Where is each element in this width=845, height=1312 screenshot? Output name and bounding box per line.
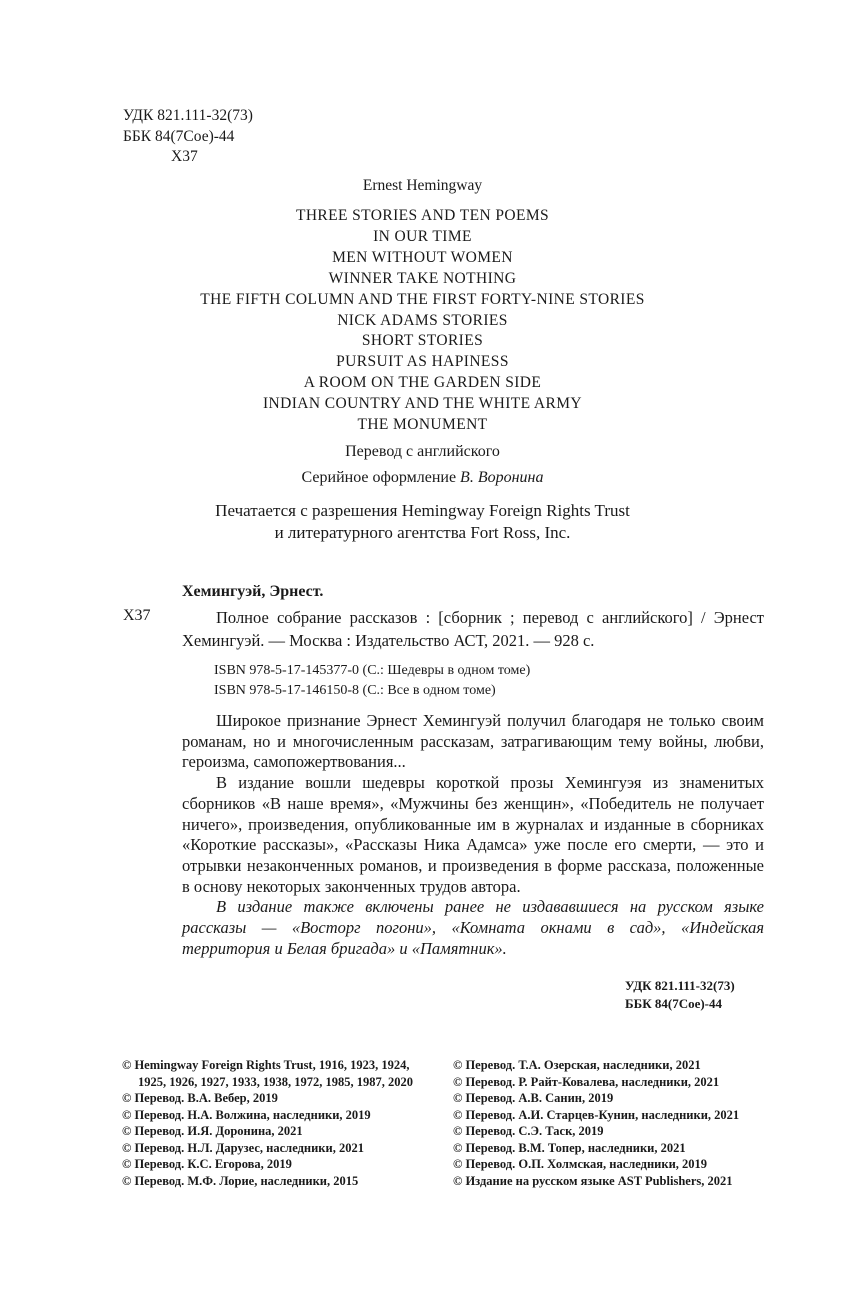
isbn-list: [214, 661, 530, 701]
copyright-line: © Издание на русском языке AST Publishers, 2021: [453, 1173, 733, 1188]
original-title: THE MONUMENT: [357, 416, 488, 434]
series-design-label: Серийное оформление: [301, 469, 461, 486]
original-title: NICK ADAMS STORIES: [337, 311, 508, 329]
copyright-line: © Перевод. В.А. Вебер, 2019: [122, 1091, 278, 1105]
copyright-line: © Перевод. Н.Л. Дарузес, наследники, 2021: [122, 1140, 364, 1155]
original-title: A ROOM ON THE GARDEN SIDE: [303, 374, 542, 392]
original-title: PURSUIT AS HAPINESS: [336, 353, 509, 371]
catalog-author: Хемингуэй, Эрнест.: [182, 583, 324, 600]
copyright-line: © Перевод. А.В. Санин, 2019: [453, 1091, 614, 1105]
annotation-paragraph: В издание вошли шедевры короткой прозы Хемингуэя из знаменитых сборников «В наше время», «Мужчины без женщин», «Победитель не получает ничего», произведения, опубликованные им в журналах и изданные в сборниках «Короткие рассказы», «Рассказы Ника Адамса» уже после его смерти, — это и отрывки незаконченных романов, и произведения в форме рассказа, положенные в основу некоторых законченных трудов автора.: [182, 773, 764, 896]
annotation-paragraph-italic: В издание также включены ранее не издававшиеся на русском языке рассказы — «Восторг погони», «Комната окнами в сад», «Индейская территория и Белая бригада» и «Памятник».: [182, 897, 764, 958]
bbk-code: ББК 84(7Сое)-44: [123, 127, 235, 145]
permission-line: и литературного агентства Fort Ross, Inc.: [274, 523, 571, 542]
udk-code: УДК 821.111-32(73): [123, 107, 253, 124]
bottom-library-codes: [625, 977, 735, 1013]
copyright-line: © Перевод. И.Я. Доронина, 2021: [122, 1124, 303, 1138]
copyright-line: © Перевод. Т.А. Озерская, наследники, 2021: [453, 1058, 701, 1072]
annotation-paragraph: Широкое признание Эрнест Хемингуэй получил благодаря не только своим романам, но и многочисленным рассказам, затрагивающим тему войны, любви, героизма, самопожертвования...: [182, 711, 764, 772]
original-title: MEN WITHOUT WOMEN: [332, 248, 513, 266]
annotation: [182, 711, 764, 959]
isbn-line: ISBN 978-5-17-145377-0 (С.: Шедевры в одном томе): [214, 663, 531, 678]
translated-from-note: Перевод с английского: [345, 443, 500, 460]
copyright-line: © Hemingway Foreign Rights Trust, 1916, 1923, 1924,: [122, 1058, 410, 1072]
copyright-line: © Перевод. В.М. Топер, наследники, 2021: [453, 1140, 686, 1155]
permission-notice: [0, 500, 845, 544]
copyright-line: © Перевод. Н.А. Волжина, наследники, 2019: [122, 1107, 371, 1122]
original-title: SHORT STORIES: [361, 332, 484, 350]
bbk-code: ББК 84(7Сое)-44: [625, 996, 723, 1011]
catalog-description: Полное собрание рассказов : [сборник ; перевод с английского] / Эрнест Хемингуэй. — Москва : Издательство АСТ, 2021. — 928 с.: [182, 608, 764, 650]
original-title: IN OUR TIME: [373, 227, 472, 245]
original-title: THREE STORIES AND TEN POEMS: [295, 207, 550, 224]
copyright-column-left: [122, 1057, 413, 1189]
copyright-line: © Перевод. Р. Райт-Ковалева, наследники, 2021: [453, 1074, 720, 1089]
copyright-line: © Перевод. О.П. Холмская, наследники, 2019: [453, 1157, 708, 1171]
copyright-line: © Перевод. М.Ф. Лорие, наследники, 2015: [122, 1173, 359, 1188]
author-mark: Х37: [171, 148, 198, 165]
isbn-line: ISBN 978-5-17-146150-8 (С.: Все в одном томе): [214, 683, 496, 698]
copyright-line: © Перевод. К.С. Егорова, 2019: [122, 1157, 292, 1171]
original-title: INDIAN COUNTRY AND THE WHITE ARMY: [262, 395, 583, 413]
copyright-line: 1925, 1926, 1927, 1933, 1938, 1972, 1985, 1987, 2020: [138, 1074, 413, 1089]
series-designer-name: В. Воронина: [460, 469, 544, 486]
copyright-line: © Перевод. А.И. Старцев-Кунин, наследники, 2021: [453, 1107, 740, 1122]
original-title: THE FIFTH COLUMN AND THE FIRST FORTY-NINE STORIES: [200, 290, 645, 308]
udk-code: УДК 821.111-32(73): [625, 978, 735, 993]
original-title: WINNER TAKE NOTHING: [328, 269, 517, 287]
copyright-line: © Перевод. С.Э. Таск, 2019: [453, 1124, 604, 1138]
author-name-english: Ernest Hemingway: [362, 177, 483, 194]
series-design-credit: [0, 469, 845, 487]
catalog-author-mark: Х37: [123, 607, 151, 624]
original-titles-list: [0, 206, 845, 436]
copyright-column-right: [453, 1057, 739, 1189]
top-library-codes: [123, 106, 253, 168]
permission-line: Печатается с разрешения Hemingway Foreign Rights Trust: [215, 501, 630, 520]
